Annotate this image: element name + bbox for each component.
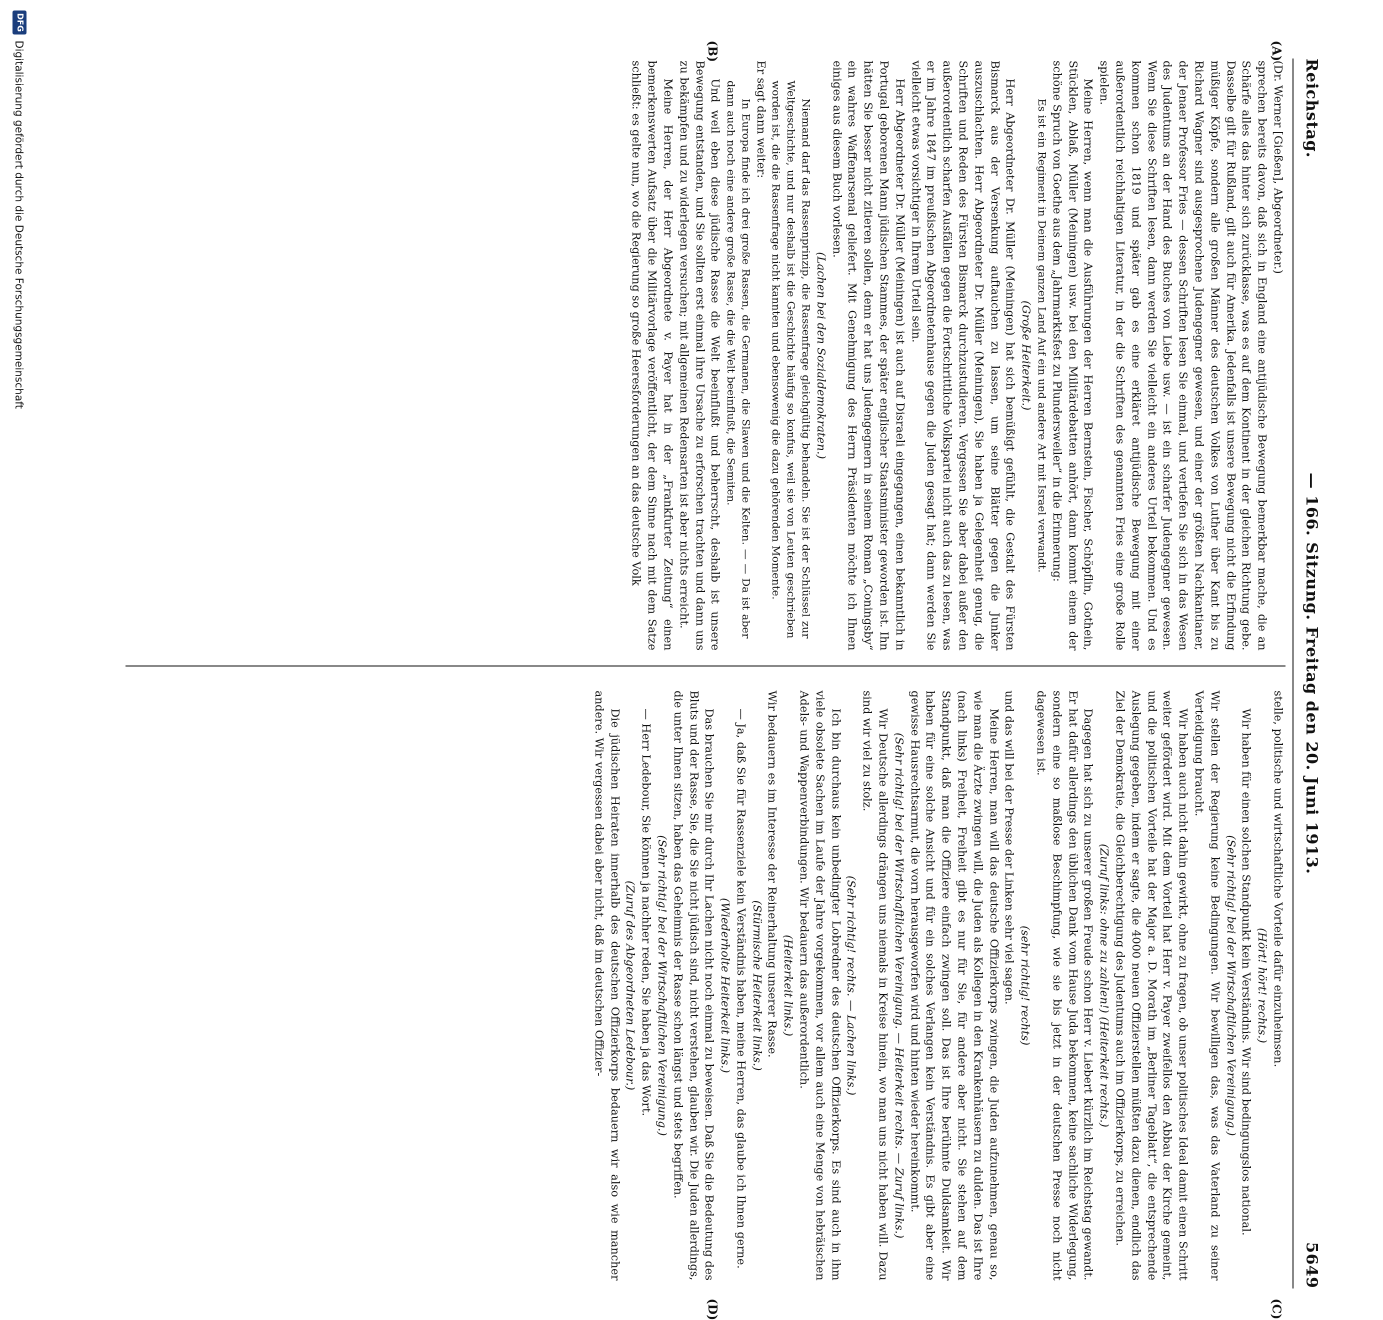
right-column-paragraph: Wir stellen der Regierung keine Bedingungen. Wir bewilligen das, was das Vaterland zu seiner Verteidigung braucht. xyxy=(1192,690,1221,1280)
right-column-paragraph: (Sehr richtig! bei der Wirtschaftlichen Vereinigung. — Heiterkeit rechts. — Zuruf links.) xyxy=(891,732,905,1238)
right-column-paragraph: (Heiterkeit links.) xyxy=(781,934,795,1036)
left-column-paragraph: Herr Abgeordneter Dr. Müller (Meiningen) ist auch auf Disraeli eingegangen, einen bekanntlich in Portugal geborenen Mann jüdischen Stammes, der später englischer Staatsminister geworden ist. Ihn hätten Sie besser nicht zitieren sollen, denn er hat uns Judengegnern in seinem Roman „Coningsby“ ein wahres Waffenarsenal geliefert. Mit Genehmigung des Herrn Präsidenten möchte ich Ihnen einiges aus diesem Buch vorlesen. xyxy=(829,60,906,650)
column-divider xyxy=(125,665,1285,666)
left-column-paragraph: Und weil eben diese jüdische Rasse die Welt beeinflußt und beherrscht, deshalb ist unsere Bewegung entstanden, und Sie sollten erst einmal ihre Ursache zu erforschen trachten und dann uns zu bekämpfen und zu widerlegen versuchen; mit allgemeinen Redensarten ist aber nichts erreicht. xyxy=(676,60,722,650)
right-column-paragraph: (Hört! hört! rechts.) xyxy=(1255,927,1269,1043)
right-column-paragraph: Wir haben auch nicht dahin gewirkt, ohne zu fragen, ob unser politisches Ideal damit einen Schritt weiter gefördert wird. Mit dem Vorteil hat Herr v. Payer zweifellos den Abbau der Kirche gemeint, und die politischen Vorteile hat der Major a. D. Morath im „Berliner Tageblatt“, die entsprechende Auslegung gegeben, indem er sagte, die 4000 neuen Offizierstellen müßten dazu dienen, endlich das Ziel der Demokratie, die Gleichberechtigung des Judentums auch im Offizierkorps, zu erreichen. xyxy=(1113,690,1190,1280)
right-column-paragraph: — Ja, daß Sie für Rassenziele kein Verständnis haben, meine Herren, das glaube ich Ihnen gerne. xyxy=(733,708,747,1269)
left-column-paragraph: (Lachen bei den Sozialdemokraten.) xyxy=(813,251,827,459)
left-column-paragraph: Niemand darf das Rassenprinzip, die Rassenfrage gleichgültig behandeln. Sie ist der Schlüssel zur Weltgeschichte, und nur deshalb ist die Geschichte häufig so konfus, weil sie von Leuten geschrieben worden ist, die die Rassenfrage nicht kannten und ebensowenig die dazu gehörenden Momente. xyxy=(769,80,812,638)
right-column-paragraph: Meine Herren, man will das deutsche Offizierkorps zwingen, die Juden aufzunehmen, genau so, wie man die Ärzte zwingen will, die Juden als Kollegen in den Krankenhäusern zu dulden. Das ist Ihre (nach links) Freiheit, Freiheit gibt es nur für Sie, für andere aber nicht. Sie stehen auf dem Standpunkt, daß man die Offiziere einfach zwingen soll. Das ist Ihre berühmte Duldsamkeit. Wir haben für eine solche Ansicht und für ein solches Verlangen kein Verständnis. Es gibt aber eine gewisse Hausrechtsarmut, die vorn herausgeworfen wird und hinten wieder hereinkommt. xyxy=(907,690,1000,1280)
margin-marker-c: (C) xyxy=(1269,1298,1283,1319)
right-column-paragraph: Wir Deutsche allerdings drängen uns niemals in Kreise hinein, wo man uns nicht haben will. Dazu sind wir viel zu stolz. xyxy=(860,690,890,1280)
right-column-paragraph: (Sehr richtig! bei der Wirtschaftlichen Vereinigung.) xyxy=(654,834,668,1136)
right-column-paragraph: Die jüdischen Heiraten innerhalb des deutschen Offizierkorps bedauern wir also wie mancher andere. Wir vergessen dabei aber nicht, daß im deutschen Offizier- xyxy=(591,690,621,1280)
left-column-paragraph: Es ist ein Regiment in Deinem ganzen Land Auf ein und andere Art mit Israel verwandt. xyxy=(1035,98,1048,573)
left-column-paragraph: Meine Herren, wenn man die Ausführungen der Herren Bernstein, Fischer, Schöpflin, Gothein, Stücklen, Ablaß, Müller (Meiningen) usw. bei den Militärdebatten anhört, dann kommt einem der schöne Spruch von Goethe aus dem „Jahrmarktsfest zu Plundersweiler“ in die Erinnerung: xyxy=(1049,60,1095,650)
header-title: Reichstag. xyxy=(1302,58,1321,158)
margin-marker-d: (D) xyxy=(705,1298,719,1320)
right-text-column xyxy=(590,690,1285,1280)
right-column-paragraph: (sehr richtig! rechts) xyxy=(1018,925,1032,1045)
right-column-paragraph: (Wiederholte Heiterkeit links.) xyxy=(718,897,732,1073)
right-column-paragraph: Dagegen hat sich zu unserer großen Freude schon Herr v. Liebert kürzlich im Reichstag gewandt. Er hat dafür allerdings den üblichen Dank vom Hause Juda bekommen, keine sachliche Widerlegung, sondern eine so maßlose Beschimpfung, wie sie bis jetzt in der deutschen Presse noch nicht dagewesen ist. xyxy=(1034,690,1095,1280)
right-column-paragraph: Wir bedauern es im Interesse der Reinerhaltung unserer Rasse. xyxy=(765,690,779,1058)
right-column-paragraph: Ich bin durchaus kein unbedingter Lobredner des deutschen Offizierkorps. Es sind auch in ihm viele obsolete Sachen im Laufe der Jahre vorgekommen, vor allem auch eine Menge von hebräischen Adels- und Wappenverbindungen. Wir bedauern das außerordentlich. xyxy=(797,690,842,1280)
right-column-paragraph: (Sehr richtig! rechts. — Lachen links.) xyxy=(844,875,858,1095)
left-column-paragraph: Er sagt dann weiter: xyxy=(753,60,767,178)
right-column-paragraph: stelle, politische und wirtschaftliche Vorteile dafür einzuheimsen. xyxy=(1271,690,1284,1067)
left-column-paragraph: Herr Abgeordneter Dr. Müller (Meiningen) hat sich bemüßigt gefühlt, die Gestalt des Fürsten Bismarck aus der Versenkung auftauchen zu lassen, um seine Blätter gegen die Junker auszuschlachten. Herr Abgeordneter Dr. Müller (Meiningen), Sie haben ja Gelegenheit genug, die Schriften und Reden des Fürsten Bismarck durchzustudieren. Vergessen Sie aber dabei außer den außerordentlich scharfen Ausfällen gegen die Fortschrittliche Volkspartei nicht auch das zu lesen, was er im Jahre 1847 im preußischen Abgeordnetenhause gegen die Juden gesagt hat; dann werden Sie vielleicht etwas vorsichtiger in Ihrem Urteil sein. xyxy=(908,60,1017,650)
dfg-logo: DFG xyxy=(12,10,26,34)
right-column-paragraph: Wir haben für einen solchen Standpunkt kein Verständnis. Wir sind bedingungslos national. xyxy=(1239,708,1253,1236)
right-column-paragraph: und das will bei der Presse der Linken sehr viel sagen. xyxy=(1002,690,1016,1005)
page-footer xyxy=(8,10,26,990)
right-column-paragraph: — Herr Ledebour, Sie können ja nachher reden, Sie haben ja das Wort. xyxy=(639,708,653,1116)
header-page-number: 5649 xyxy=(1302,1241,1321,1288)
margin-marker-b: (B) xyxy=(705,40,719,62)
left-column-paragraph: In Europa finde ich drei große Rassen, die Germanen, die Slawen und die Kelten. — — Da ist aber dann auch noch eine andere große Rasse, die die Welt beeinflußt, die Semiten. xyxy=(724,80,751,638)
right-column-paragraph: (Zuruf links: ohne zu zahlen!) (Heiterkeit rechts.) xyxy=(1097,843,1111,1127)
left-text-column xyxy=(628,60,1285,650)
left-column-paragraph: (Große Heiterkeit.) xyxy=(1019,300,1033,410)
left-column-paragraph: (Dr. Werner [Gießen], Abgeordneter.) xyxy=(1271,60,1284,274)
footer-credit-text: Digitalisierung gefördert durch die Deutsche Forschungsgemeinschaft xyxy=(12,40,24,409)
margin-marker-a: (A) xyxy=(1269,40,1283,61)
left-column-paragraph: sprechen bereits davon, daß sich in England eine antijüdische Bewegung bemerkbar mache, die an Schärfe alles das hinter sich zurücklasse, was es auf dem Kontinent in der gleichen Richtung gebe. Dasselbe gilt für Rußland, gilt auch für Amerika. Jedenfalls ist unsere Bewegung nicht die Erfindung müßiger Köpfe, sondern alle großen Männer des deutschen Volkes von Luther über Kant bis zu Richard Wagner sind ausgesprochene Judengegner gewesen, und einer der größten Nachkantianer, der Jenaer Professor Fries — dessen Schriften lesen Sie einmal, und vertiefen Sie sich in das Wesen des Judentums an der Hand des Buches von Liebe usw. — ist ein scharfer Judengegner gewesen. Wenn Sie diese Schriften lesen, dann werden Sie vielleicht ein anderes Urteil bekommen. Und es kommen schon 1819 und später gab es eine erkläret antijüdische Bewegung mit einer außerordentlich reichhaltigen Literatur, in der die Schriften des genannten Fries eine große Rolle spielen. xyxy=(1097,60,1269,650)
right-column-paragraph: Das brauchen Sie mir durch Ihr Lachen nicht noch einmal zu beweisen. Daß Sie die Bedeutung des Bluts und der Rasse, Sie, die Sie nicht jüdisch sind, nicht verstehen, glauben wir. Die Juden allerdings, die unter Ihnen sitzen, haben das Geheimnis der Rasse schon längst und stets begriffen. xyxy=(670,690,716,1280)
right-column-paragraph: (Sehr richtig! bei der Wirtschaftlichen Vereinigung.) xyxy=(1223,834,1237,1136)
right-column-paragraph: (Stürmische Heiterkeit links.) xyxy=(749,899,763,1071)
page-header xyxy=(1292,58,1327,1288)
left-column-paragraph: Meine Herren, der Herr Abgeordnete v. Payer hat in der „Frankfurter Zeitung“ einen bemerkenswerten Aufsatz über die Militärvorlage veröffentlicht, der dem Sinne nach mit dem Satze schließt: es gelte nun, wo die Regierung so große Heeresforderungen an das deutsche Volk xyxy=(629,60,674,650)
right-column-paragraph: (Zuruf des Abgeordneten Ledebour.) xyxy=(623,880,637,1090)
header-session-date: — 166. Sitzung. Freitag den 20. Juni 1913. xyxy=(1302,472,1321,874)
